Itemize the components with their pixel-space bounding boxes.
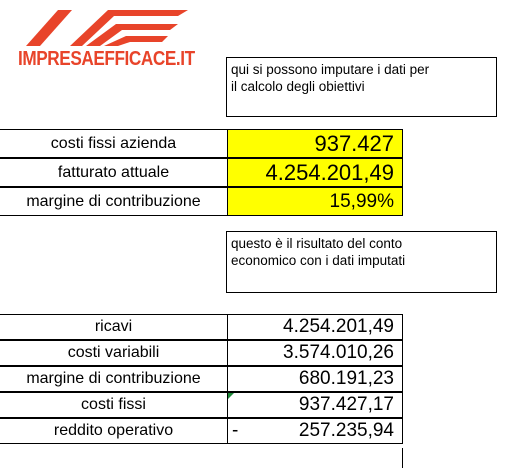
result-variable-costs-value: 3.574.010,26: [283, 342, 394, 363]
result-operating-income-cell[interactable]: [227, 418, 403, 444]
result-revenue-value: 4.254.201,49: [283, 316, 394, 337]
result-revenue-cell[interactable]: [227, 314, 403, 340]
input-label-margin: margine di contribuzione: [0, 187, 228, 216]
result-label-revenue: ricavi: [0, 314, 228, 340]
input-hint-note: qui si possono imputare i dati per il calcolo degli obiettivi: [226, 57, 497, 117]
result-margin-cell[interactable]: [227, 366, 403, 392]
result-operating-income-value: 257.235,94: [298, 420, 394, 441]
result-label-operating-income: reddito operativo: [0, 418, 228, 444]
result-fixed-costs-cell[interactable]: [227, 392, 403, 418]
result-label-variable-costs: costi variabili: [0, 340, 228, 366]
logo-text: IMPRESAEFFICACE.IT: [18, 48, 195, 70]
input-margin-cell[interactable]: 15,99%: [227, 187, 403, 216]
input-label-fixed-costs: costi fissi azienda: [0, 129, 228, 158]
negative-sign: -: [232, 420, 239, 441]
result-fixed-costs-value: 937.427,17: [298, 394, 394, 415]
input-revenue-cell[interactable]: 4.254.201,49: [227, 158, 403, 187]
result-hint-note: questo è il risultato del conto economico con i dati imputati: [226, 231, 497, 293]
result-variable-costs-cell[interactable]: [227, 340, 403, 366]
input-fixed-costs-cell[interactable]: 937.427: [227, 129, 403, 158]
comment-marker-icon: [228, 393, 234, 399]
result-margin-value: 680.191,23: [298, 368, 394, 389]
grid-line: [402, 448, 403, 468]
impresaefficace-logo-icon: [18, 6, 188, 48]
result-label-fixed-costs: costi fissi: [0, 392, 228, 418]
result-label-margin: margine di contribuzione: [0, 366, 228, 392]
input-label-revenue: fatturato attuale: [0, 158, 228, 187]
